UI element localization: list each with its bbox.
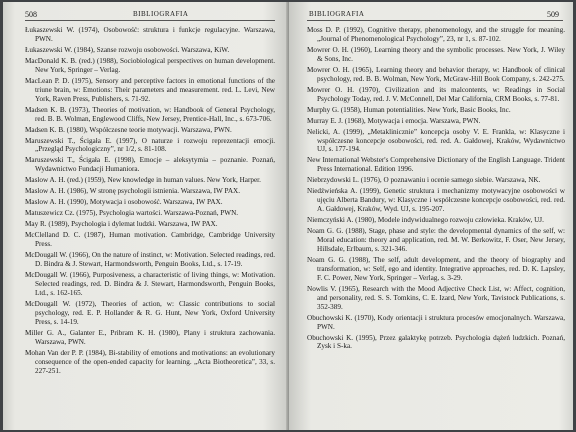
reference-entry: Mowrer O. H. (1970), Civilization and its malcontents, w: Readings in Social Psychology Today, red. J. V. McConnell, Del Mar California, CRM Books, s. 77-81. [307,85,565,103]
reference-entry: McDougall W. (1966), On the nature of instinct, w: Motivation. Selected readings, red. D. Bindra & J. Stewart, Harmondsworth, Penguin Books, Ltd., s. 17-19. [25,251,275,269]
running-head: BIBLIOGRAFIA [133,10,189,18]
header-rule [307,20,563,21]
reference-entry: Noam G. G. (1988), The self, adult development, and the theory of biography and transformation, w: Self, ego and identity. Integrative approaches, red. D. K. Lapsley, F. C. Power, New York, Springer – Verlag, s. 3-29. [307,255,565,282]
book-spread [3,2,573,430]
reference-entry: New International Webster's Comprehensive Dictionary of the English Language. Trident Press International. Edition 1996. [307,156,565,174]
reference-entry: McClelland D. C. (1987), Human motivation. Cambridge, Cambridge University Press. [25,231,275,249]
reference-entry: MacLean P. D. (1975), Sensory and perceptive factors in emotional functions of the triune brain, w: Emotions: Their parameters and measurement. red. L. Levi, New York, Raven Press, Publishers, s. 71-92. [25,76,275,103]
left-page [3,2,289,430]
reference-entry: Łukaszewski W. (1984), Szanse rozwoju osobowości. Warszawa, KiW. [25,45,230,54]
reference-entry: May R. (1989), Psychologia i dylemat ludzki. Warszawa, IW PAX. [25,220,218,229]
reference-entry: Maslow A. H. (1986), W stronę psychologii istnienia. Warszawa, IW PAX. [25,187,241,196]
reference-entry: Łukaszewski W. (1974), Osobowość: struktura i funkcje regulacyjne. Warszawa, PWN. [25,26,275,43]
reference-entry: Mowrer O. H. (1960), Learning theory and the symbolic processes. New York, J. Wiley & Sons, Inc. [307,45,565,63]
reference-entry: Obuchowski K. (1970), Kody orientacji i struktura procesów emocjonalnych. Warszawa, PWN. [307,313,565,331]
reference-list [25,26,275,375]
reference-entry: Mowrer O. H. (1965), Learning theory and behavior therapy, w: Handbook of clinical psychology, red. B. B. Wolman, New York, McGraw-Hill Book Company, s. 242-275. [307,65,565,83]
reference-list [307,26,565,351]
right-page [289,2,573,430]
reference-entry: McDougall W. (1972), Theories of action, w: Classic contributions to social psychology, red. E. P. Hollander & R. G. Hunt, New York, Oxford University Press, s. 14-19. [25,299,275,326]
reference-entry: Mohan Van der P. P. (1984), Bi-stability of emotions and motivations: an evolutionary consequence of the open-ended capacity for learning. „Acta Biotheoretica”, 33, s. 227-251. [25,348,275,375]
header-rule [25,20,275,21]
reference-entry: Murray E. J. (1968), Motywacja i emocja. Warszawa, PWN. [307,116,481,125]
reference-entry: Nelicki, A. (1999), „Metaklinicznie” koncepcja osoby V. E. Frankla, w: Klasyczne i współczesne koncepcje osobowości, red. red. A. Gałdowej, Kraków, Wydawnictwo UJ, s. 177-194. [307,127,565,154]
reference-entry: Obuchowski K. (1995), Przez galaktykę potrzeb. Psychologia dążeń ludzkich. Poznań, Zysk i S-ka. [307,333,565,351]
reference-entry: Madsen K. B. (1980), Współczesne teorie motywacji. Warszawa, PWN. [25,125,232,134]
reference-entry: MacDonald K. B. (red.) (1988), Sociobiological perspectives on human development. New York, Springer – Verlag. [25,56,275,74]
running-head: BIBLIOGRAFIA [309,10,365,18]
reference-entry: Maslow A. H. (1990), Motywacja i osobowość. Warszawa, IW PAX. [25,198,223,207]
reference-entry: Noam G. G. (1988), Stage, phase and style: the developmental dynamics of the self, w: Moral education: theory and application, red. M. W. Berkowitz, F. Oser, New Jersey, Hillsdale, Erlbaum, s. 321-346. [307,227,565,253]
reference-entry: Maruszewski T., Ścigała E. (1997), O naturze i rozwoju reprezentacji emocji. „Przegląd Psychologiczny”, nr 1/2, s. 81-108. [25,136,275,154]
reference-entry: Matuszewicz Cz. (1975), Psychologia wartości. Warszawa-Poznań, PWN. [25,209,239,218]
reference-entry: Niebrzydowski L. (1976), O poznawaniu i ocenie samego siebie. Warszawa, NK. [307,176,541,185]
reference-entry: Maruszewski T., Ścigała E. (1998), Emocje – aleksytymia – poznanie. Poznań, Wydawnictwo Fundacji Humaniora. [25,156,275,174]
reference-entry: Niemczyński A. (1980), Modele indywidualnego rozwoju człowieka. Kraków, UJ. [307,216,544,225]
reference-entry: Maslow A. H. (red.) (1959), New knowledge in human values. New York, Harper. [25,176,261,185]
reference-entry: Niedźwieńska A. (1999), Genetic struktura i mechanizmy motywacyjne osobowości w ujęciu Alberta Bandury, w: Klasyczne i współczesne koncepcje osobowości, red. red. A. Gałdowej, Kraków, Wyd. UJ, s. 195-207. [307,187,565,214]
reference-entry: Murphy G. (1958), Human potentialities. New York, Basic Books, Inc. [307,105,511,114]
reference-entry: Miller G. A., Galanter E., Pribram K. H. (1980), Plany i struktura zachowania. Warszawa, PWN. [25,328,275,346]
reference-entry: Moss D. P. (1992), Cognitive therapy, phenomenology, and the struggle for meaning. „Journal of Phenomenological Psychology”, 23, nr 1, s. 87-102. [307,26,565,43]
reference-entry: McDougall W. (1966), Purposiveness, a characteristic of living things, w: Motivation. Selected readings, red. D. Bindra & J. Stewart, Harmondsworth, Penguin Books, Ltd., s. 162-165. [25,271,275,297]
page-number: 509 [547,10,559,19]
page-number: 508 [25,10,37,19]
reference-entry: Madsen K. B. (1973), Theories of motivation, w: Handbook of General Psychology, red. B. B. Wolman, Englewood Cliffs, New Jersey, Prentice-Hall, Inc., s. 673-706. [25,105,275,123]
reference-entry: Nowlis V. (1965), Research with the Mood Adjective Check List, w: Affect, cognition, and personality, red. S. S. Tomkins, C. E. Izard, New York, Tavistock Publications, s. 352-389. [307,284,565,311]
